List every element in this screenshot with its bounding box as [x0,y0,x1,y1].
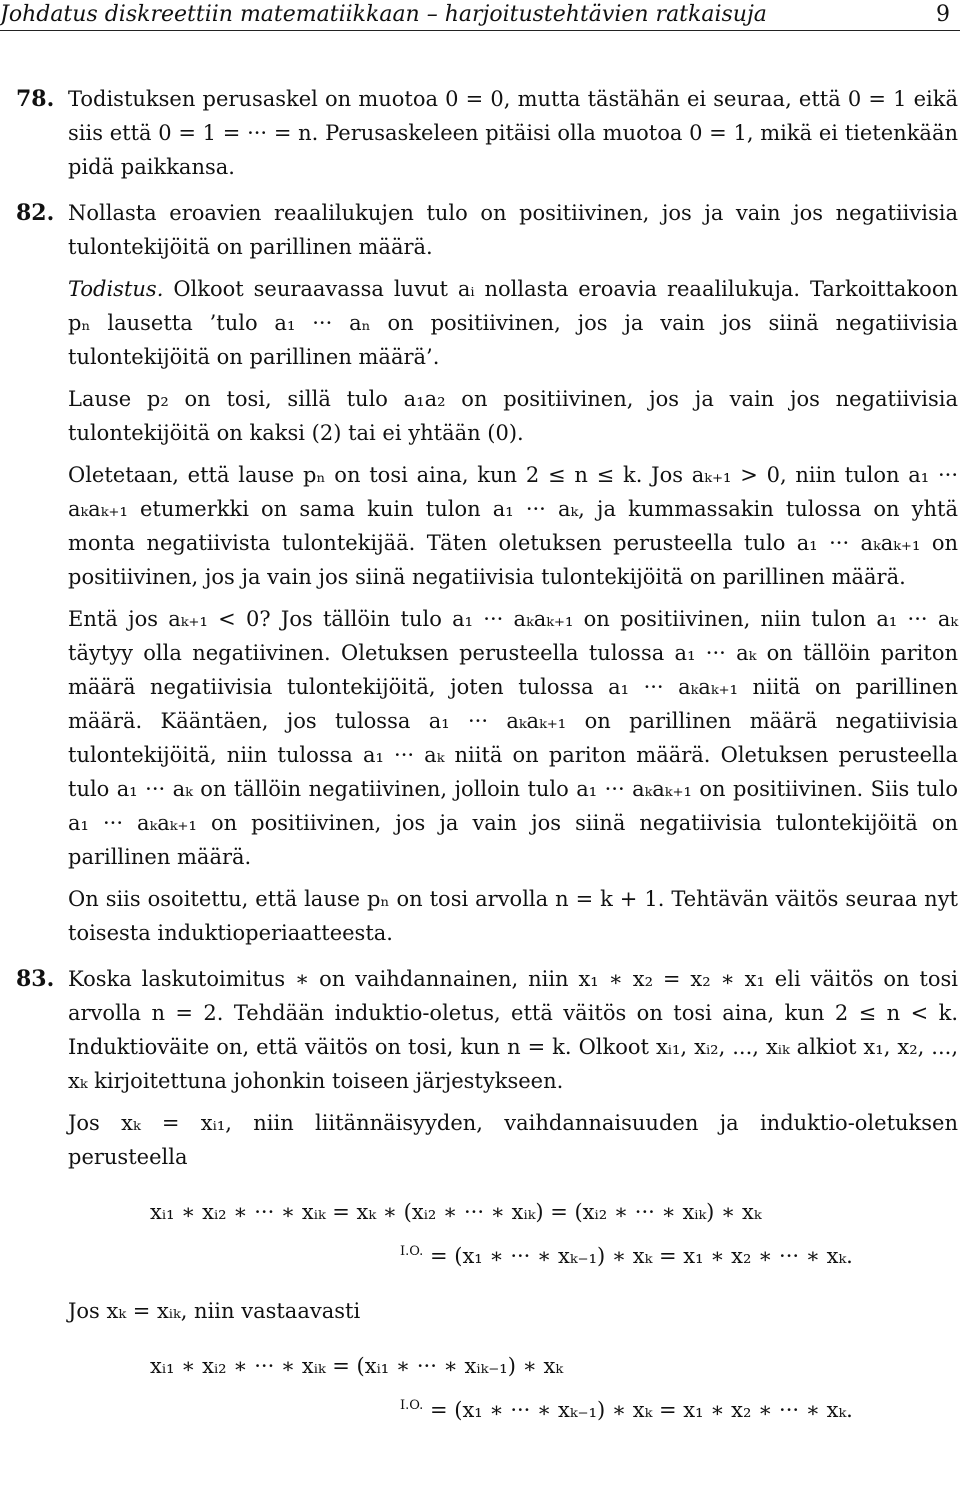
equation-block [150,1192,958,1276]
problem-body [68,196,958,950]
solutions-content [0,82,960,1448]
running-header [0,0,960,31]
equation-line [150,1232,958,1276]
induction-label: I.O. [400,1398,424,1413]
equation-text: = (x₁ ∗ ··· ∗ xₖ₋₁) ∗ xₖ = x₁ ∗ x₂ ∗ ··· ∗ xₖ. [429,1244,853,1268]
equation-line [150,1386,958,1430]
paragraph: Koska laskutoimitus ∗ on vaihdannainen, niin x₁ ∗ x₂ = x₂ ∗ x₁ eli väitös on tosi arvolla n = 2. Tehdään induktio-oletus, että väitös on tosi aina, kun 2 ≤ n < k. Induktioväite on, että väitös on tosi, kun n = k. Olkoot xᵢ₁, xᵢ₂, ..., xᵢₖ alkiot x₁, x₂, ..., xₖ kirjoitettuna johonkin toiseen järjestykseen. [68,967,958,1093]
paragraph: Lause p₂ on tosi, sillä tulo a₁a₂ on positiivinen, jos ja vain jos negatiivisia tulontekijöitä on kaksi (2) tai ei yhtään (0). [68,387,958,445]
paragraph: Todistuksen perusaskel on muotoa 0 = 0, mutta tästähän ei seuraa, että 0 = 1 eikä siis että 0 = 1 = ··· = n. Perusaskeleen pitäisi olla muotoa 0 = 1, mikä ei tietenkään pidä paikkansa. [68,87,958,179]
problem-83 [0,962,960,1430]
header-title: Johdatus diskreettiin matematiikkaan – harjoitustehtävien ratkaisuja [0,2,767,27]
problem-number: 78. [16,86,55,112]
paragraph-text: Olkoot seuraavassa luvut aᵢ nollasta eroavia reaalilukuja. Tarkoittakoon pₙ lausetta ’tulo a₁ ··· aₙ on positiivinen, jos ja vain jos siinä negatiivisia tulontekijöitä on parillinen määrä’. [68,277,958,369]
page-number: 9 [936,2,950,27]
paragraph: Oletetaan, että lause pₙ on tosi aina, kun 2 ≤ n ≤ k. Jos aₖ₊₁ > 0, niin tulon a₁ ··· aₖaₖ₊₁ etumerkki on sama kuin tulon a₁ ··· aₖ, ja kummassakin tulossa on yhtä monta negatiivista tulontekijää. Täten oletuksen perusteella tulo a₁ ··· aₖaₖ₊₁ on positiivinen, jos ja vain jos siinä negatiivisia tulontekijöitä on parillinen määrä. [68,463,958,589]
equation-line: xᵢ₁ ∗ xᵢ₂ ∗ ··· ∗ xᵢₖ = (xᵢ₁ ∗ ··· ∗ xᵢₖ₋₁) ∗ xₖ [150,1354,564,1378]
paragraph: Entä jos aₖ₊₁ < 0? Jos tällöin tulo a₁ ··· aₖaₖ₊₁ on positiivinen, niin tulon a₁ ··· aₖ täytyy olla negatiivinen. Oletuksen perusteella tulossa a₁ ··· aₖ on tällöin pariton määrä negatiivisia tulontekijöitä, joten tulossa a₁ ··· aₖaₖ₊₁ niitä on parillinen määrä. Kääntäen, jos tulossa a₁ ··· aₖaₖ₊₁ on parillinen määrä negatiivisia tulontekijöitä, niin tulossa a₁ ··· aₖ niitä on pariton määrä. Oletuksen perusteella tulo a₁ ··· aₖ on tällöin negatiivinen, jolloin tulo a₁ ··· aₖaₖ₊₁ on positiivinen. Siis tulo a₁ ··· aₖaₖ₊₁ on positiivinen, jos ja vain jos siinä negatiivisia tulontekijöitä on parillinen määrä. [68,607,958,869]
paragraph: Nollasta eroavien reaalilukujen tulo on positiivinen, jos ja vain jos negatiivisia tulontekijöitä on parillinen määrä. [68,201,958,259]
problem-78 [0,82,960,184]
paragraph: Jos xₖ = xᵢₖ, niin vastaavasti [68,1299,361,1323]
paragraph [68,272,958,374]
problem-82 [0,196,960,950]
problem-number: 82. [16,200,55,226]
paragraph: On siis osoitettu, että lause pₙ on tosi arvolla n = k + 1. Tehtävän väitös seuraa nyt toisesta induktioperiaatteesta. [68,887,958,945]
equation-text: = (x₁ ∗ ··· ∗ xₖ₋₁) ∗ xₖ = x₁ ∗ x₂ ∗ ··· ∗ xₖ. [429,1398,853,1422]
problem-number: 83. [16,966,55,992]
problem-body [68,82,958,184]
problem-body [68,962,958,1430]
paragraph: Jos xₖ = xᵢ₁, niin liitännäisyyden, vaihdannaisuuden ja induktio-oletuksen perusteella [68,1111,958,1169]
equation-line: xᵢ₁ ∗ xᵢ₂ ∗ ··· ∗ xᵢₖ = xₖ ∗ (xᵢ₂ ∗ ··· ∗ xᵢₖ) = (xᵢ₂ ∗ ··· ∗ xᵢₖ) ∗ xₖ [150,1200,762,1224]
induction-label: I.O. [400,1244,424,1259]
proof-label: Todistus. [68,277,164,301]
equation-block [150,1346,958,1430]
